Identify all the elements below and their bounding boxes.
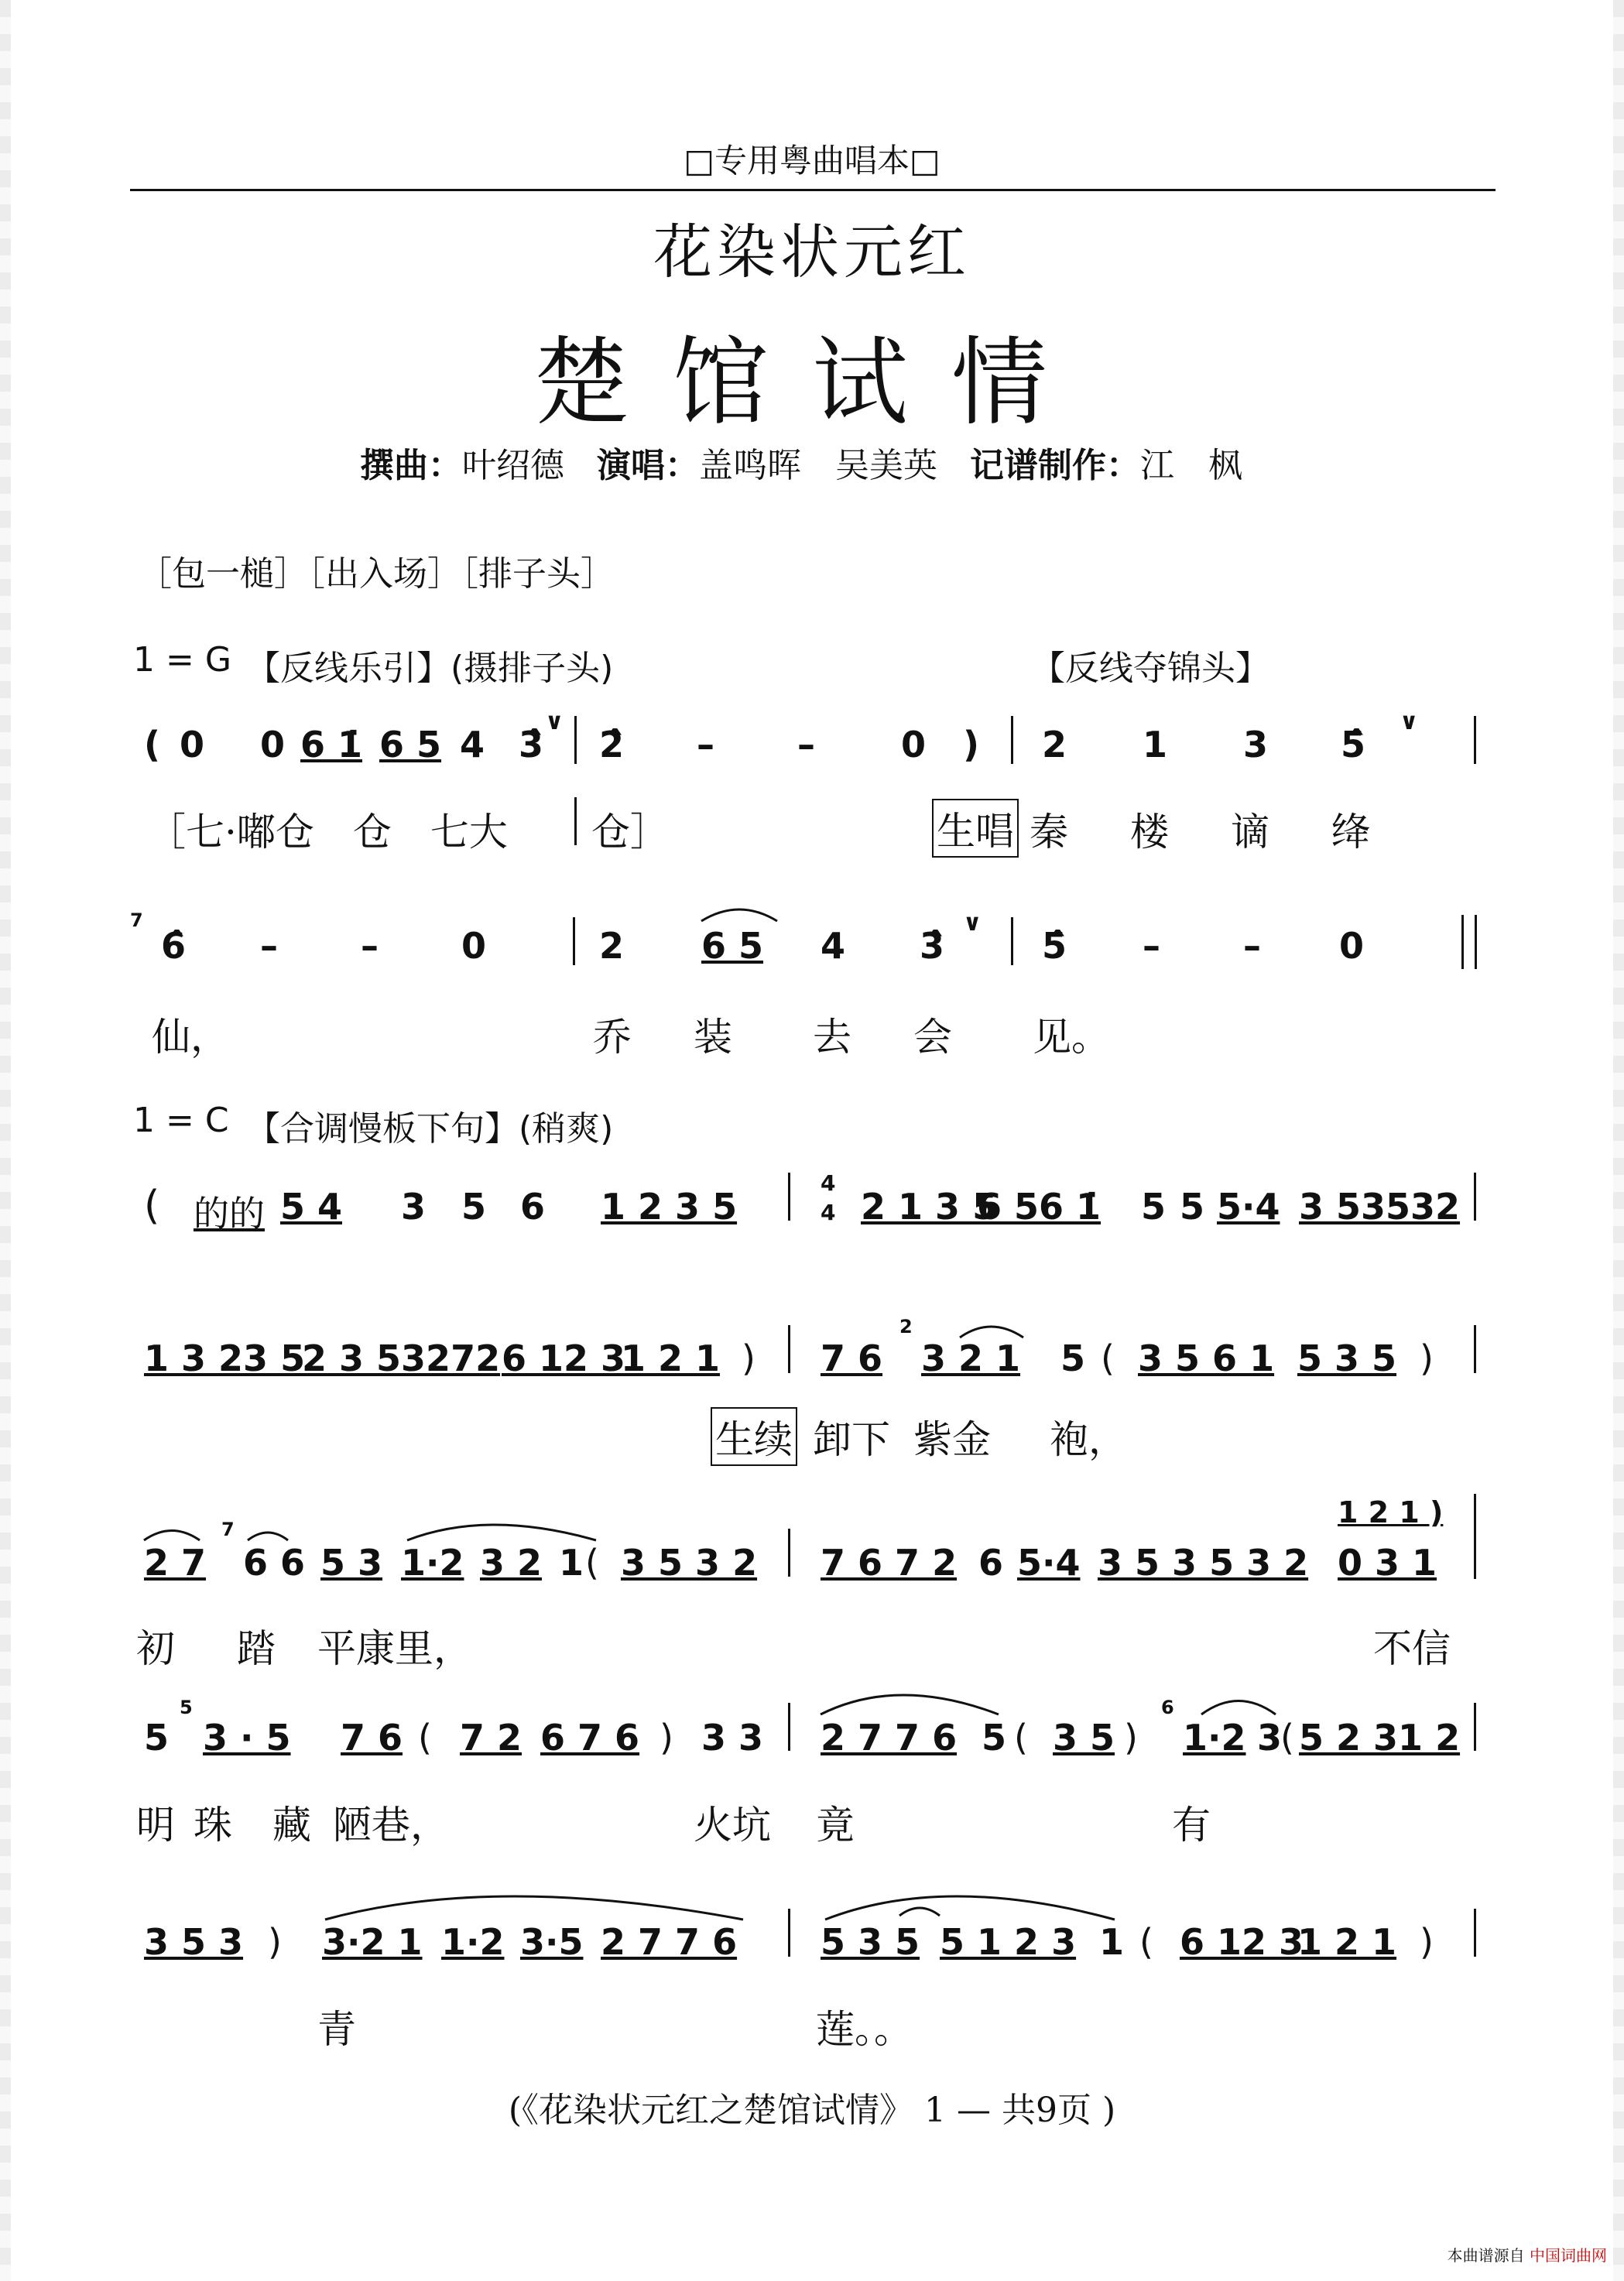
note: 3 2 1 (921, 1337, 1021, 1379)
note: 6 5 (701, 925, 764, 967)
percussion-cues: ［七·嘟仓 仓 七大 (147, 810, 508, 855)
lyric: 会 (913, 1015, 952, 1060)
time-signature-bottom: 4 (821, 1200, 836, 1225)
slur (407, 1525, 596, 1540)
lyric: 装 (694, 1015, 732, 1060)
note: 1 2 3 5 (601, 1186, 738, 1228)
lyric: 谪 (1231, 810, 1269, 855)
note: – (797, 724, 815, 765)
note: 7 6 7 2 (821, 1542, 958, 1584)
note: 2 (599, 925, 625, 967)
note: 5·4 (1217, 1186, 1280, 1228)
composer-label: 撰曲： (360, 446, 462, 485)
note: 7 6 (821, 1337, 883, 1379)
note: 3 (401, 1186, 427, 1228)
note: 6 56 1̇ (977, 1186, 1102, 1228)
breath-mark: ∨ (545, 708, 564, 735)
note: 3·2 1 (322, 1921, 423, 1963)
note: 3 (1257, 1717, 1283, 1759)
note: 0 (180, 724, 205, 765)
note: 2̂ (599, 724, 625, 765)
note: 5 (982, 1717, 1007, 1759)
notation-author: 江 枫 (1140, 446, 1242, 485)
slur (701, 909, 777, 921)
lyric: 袍， (1050, 1417, 1127, 1462)
note: 3 2 (480, 1542, 543, 1584)
note: 1 (1099, 1921, 1125, 1963)
note: 3·5 (520, 1921, 584, 1963)
note: 0 (901, 724, 927, 765)
notation-label: 记谱制作： (970, 446, 1140, 485)
note: 3̂ (920, 925, 945, 967)
note: – (1143, 925, 1160, 967)
grace-note: 2 (899, 1316, 913, 1337)
note: 5 3 5 (1297, 1337, 1397, 1379)
singers-label: 演唱： (597, 446, 699, 485)
slur (1201, 1701, 1276, 1715)
note: 5 3 (320, 1542, 383, 1584)
note: 6 1̇ (300, 724, 363, 765)
breath-mark: ∨ (1400, 708, 1419, 735)
note: 6 (978, 1542, 1004, 1584)
note: 3 5 3 2 (621, 1542, 758, 1584)
note: 5 (461, 1186, 487, 1228)
song-title: 楚馆试情 (533, 327, 1091, 439)
note: 5 (1060, 1337, 1086, 1379)
note: 5̂ (1042, 925, 1067, 967)
lyric: 踏 (237, 1626, 276, 1671)
section-label-1: 【反线乐引】(摄排子头) (246, 649, 614, 688)
note: 6 7 6 (540, 1717, 640, 1759)
role-marker: 生唱 (932, 799, 1019, 858)
note: ) (660, 1717, 673, 1759)
note: 1 2 1 (1297, 1921, 1397, 1963)
note: 5 4 (280, 1186, 343, 1228)
note: 3 5 (1053, 1717, 1115, 1759)
note: ( (418, 1717, 432, 1759)
note: 1·2 (1183, 1717, 1246, 1759)
note: 5̂ (1341, 724, 1366, 765)
note: ( (144, 724, 161, 765)
lyric: 绛 (1331, 810, 1370, 855)
lyric: 珠 (194, 1803, 232, 1848)
book-header: □专用粤曲唱本□ (684, 142, 940, 180)
note: 2 7 7 6 (821, 1717, 958, 1759)
note: 3 · 5 (203, 1717, 291, 1759)
lyric: 见。 (1033, 1015, 1110, 1060)
lyric: 初 (136, 1626, 175, 1671)
note: 6 (520, 1186, 546, 1228)
note: 5 (1180, 1186, 1205, 1228)
opera-subtitle: 花染状元红 (653, 217, 971, 286)
lyric: 楼 (1130, 810, 1169, 855)
note: ) (963, 724, 980, 765)
note: 7 2 (460, 1717, 522, 1759)
note: 6 (280, 1542, 306, 1584)
breath-mark: ∨ (963, 909, 982, 937)
lyric: 青 (317, 2007, 356, 2052)
note: ( (1280, 1717, 1294, 1759)
note: 3 5 6 1 (1138, 1337, 1275, 1379)
note: 1·2 (401, 1542, 464, 1584)
time-signature-top: 4 (821, 1170, 836, 1196)
note: – (697, 724, 714, 765)
lyric: 莲。。 (816, 2007, 913, 2052)
note: 2 (1042, 724, 1067, 765)
note: ( (144, 1183, 160, 1229)
slur (960, 1327, 1023, 1337)
note: ) (268, 1921, 282, 1963)
watermark-left: 本曲谱源自 (1447, 2246, 1525, 2265)
note-alternate: 1 2 1 ) (1338, 1495, 1444, 1529)
lyric: 仙， (152, 1015, 229, 1060)
lyric: 紫金 (913, 1417, 991, 1462)
page-footer: (《花染状元红之楚馆试情》 1 — 共9页 ) (508, 2091, 1116, 2130)
note: 1 (559, 1542, 584, 1584)
note: 2 3 53272 (302, 1337, 501, 1379)
lyric: 有 (1172, 1803, 1211, 1848)
note: 3 53532 (1299, 1186, 1461, 1228)
percussion-cues-end: 仓］ (591, 810, 669, 855)
grace-note: 7 (130, 909, 143, 931)
note: 5 (144, 1717, 170, 1759)
note: ) (1420, 1921, 1434, 1963)
composer-name: 叶绍德 (462, 446, 564, 485)
note: 2 7 7 6 (601, 1921, 738, 1963)
note: – (1243, 925, 1261, 967)
note: 6 5 (379, 724, 442, 765)
note: 3̂ (519, 724, 544, 765)
watermark (1448, 2243, 1607, 2266)
section-label-3: 【合调慢板下句】(稍爽) (246, 1109, 614, 1149)
slur (248, 1533, 288, 1540)
intro-cues: ［包一槌］［出入场］［排子头］ (138, 554, 615, 594)
note: 4 (821, 925, 846, 967)
note: ( (1101, 1337, 1115, 1379)
slur (899, 1908, 940, 1916)
lyric: 火坑 (694, 1803, 771, 1848)
note: 3 5 3 5 3 2 (1098, 1542, 1309, 1584)
note: 1·2 (441, 1921, 505, 1963)
note: ( (585, 1542, 599, 1584)
slur (144, 1531, 200, 1541)
slur (825, 1896, 1115, 1920)
note: ) (742, 1337, 755, 1379)
watermark-right: 中国词曲网 (1530, 2246, 1607, 2265)
slur (325, 1896, 743, 1920)
note: 6̂ (161, 925, 187, 967)
note: 1 2 1 (621, 1337, 721, 1379)
grace-note: 7 (221, 1519, 235, 1540)
key-signature-g: 1 = G (133, 640, 231, 680)
role-marker: 生续 (711, 1407, 797, 1466)
note: 2 1 3 5 (861, 1186, 998, 1228)
note: – (260, 925, 278, 967)
lyric: 不信 (1373, 1626, 1451, 1671)
note: 3 (1243, 724, 1269, 765)
note: 0 (1339, 925, 1365, 967)
note: 6 (243, 1542, 269, 1584)
note: 5 (1141, 1186, 1167, 1228)
note: 0 3 1 (1338, 1542, 1437, 1584)
note: 5 3 5 (821, 1921, 920, 1963)
note: 1 3 23 5 (144, 1337, 306, 1379)
note: 7 6 (341, 1717, 403, 1759)
note: 0 (260, 724, 286, 765)
note: – (361, 925, 379, 967)
note: 2 7 (144, 1542, 207, 1584)
note: ( (1139, 1921, 1153, 1963)
lyric: 乔 (593, 1015, 632, 1060)
note: ( (1014, 1717, 1028, 1759)
percussion-syllable: 的的 (194, 1193, 265, 1235)
lyric: 平康里， (317, 1626, 472, 1671)
lyric: 去 (813, 1015, 851, 1060)
note: 6 12 3 (502, 1337, 626, 1379)
note: 5·4 (1017, 1542, 1081, 1584)
note: ) (1124, 1717, 1138, 1759)
lyric: 陋巷， (333, 1803, 449, 1848)
section-label-2: 【反线夺锦头】 (1031, 649, 1269, 688)
grace-note: 5 (180, 1697, 193, 1718)
note: 6 12 3 (1180, 1921, 1304, 1963)
note: 3 5 3 (144, 1921, 244, 1963)
note: 0 (461, 925, 487, 967)
singers-names: 盖鸣晖 吴美英 (699, 446, 937, 485)
note: 1 (1143, 724, 1168, 765)
note: ) (1420, 1337, 1434, 1379)
slur (821, 1695, 999, 1714)
key-signature-c: 1 = C (133, 1101, 229, 1140)
lyric: 明 (136, 1803, 175, 1848)
note: 4 (460, 724, 485, 765)
lyric: 卸下 (813, 1417, 890, 1462)
note: 3 3 (701, 1717, 764, 1759)
grace-note: 6 (1161, 1697, 1174, 1718)
lyric: 秦 (1030, 810, 1068, 855)
note: 5 2 31 2 (1299, 1717, 1461, 1759)
lyric: 竟 (816, 1803, 855, 1848)
lyric: 藏 (272, 1803, 311, 1848)
note: 5 1 2 3 (940, 1921, 1077, 1963)
